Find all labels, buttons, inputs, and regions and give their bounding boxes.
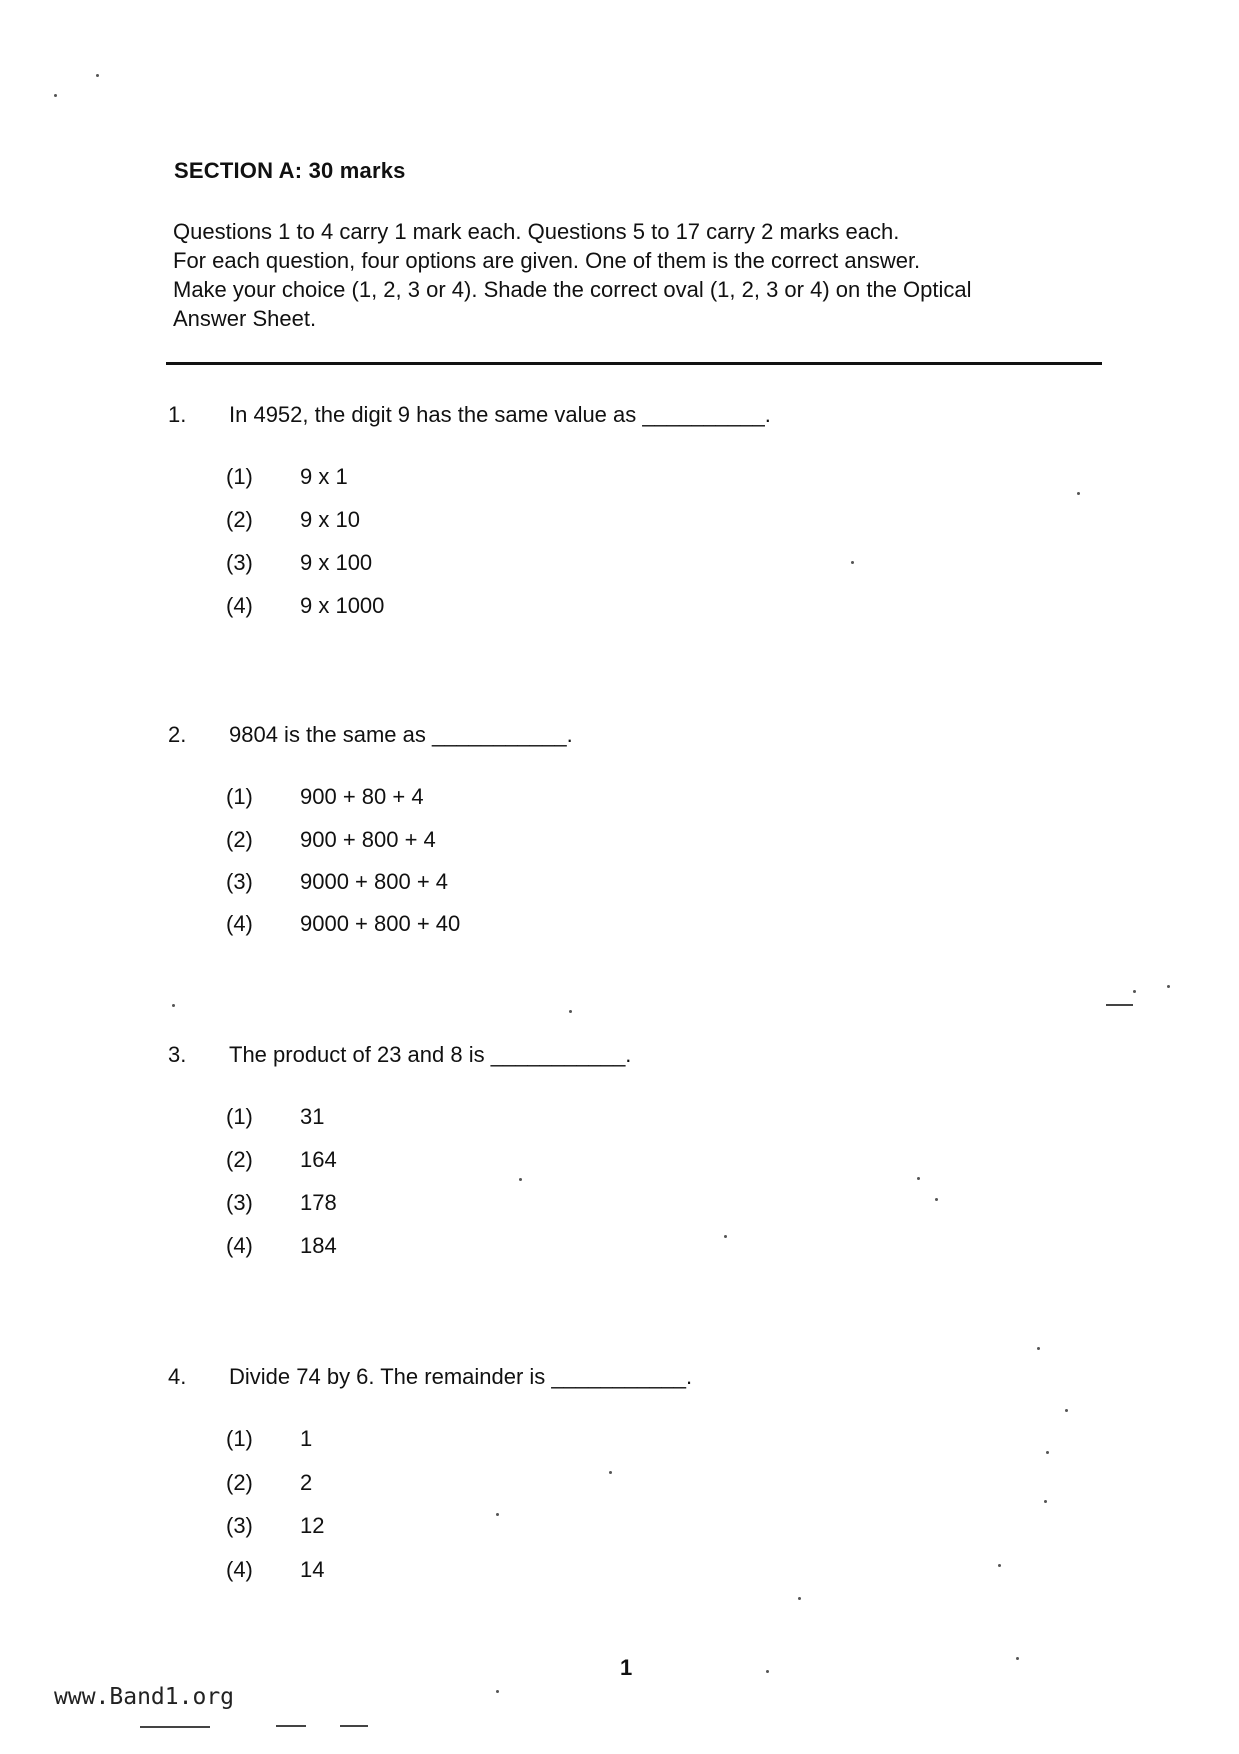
option-value: 9 x 100: [300, 550, 373, 575]
option-value: 178: [300, 1190, 337, 1215]
scan-speck: [172, 1004, 175, 1007]
option-value: 2: [300, 1470, 313, 1495]
option-label: (1): [226, 1104, 253, 1129]
scan-speck: [1065, 1409, 1068, 1412]
scan-mark: [276, 1725, 306, 1727]
option-value: 9000 + 800 + 4: [300, 869, 449, 894]
scan-speck: [1016, 1657, 1019, 1660]
scan-speck: [1037, 1347, 1040, 1350]
footer-url: www.Band1.org: [54, 1684, 235, 1710]
option-label: (4): [226, 1557, 253, 1582]
option-label: (3): [226, 1190, 253, 1215]
option-label: (1): [226, 464, 253, 489]
scan-mark: [340, 1725, 368, 1727]
scan-speck: [998, 1564, 1001, 1567]
scan-speck: [1133, 990, 1136, 993]
scan-speck: [54, 94, 57, 97]
scan-speck: [519, 1178, 522, 1181]
option-label: (2): [226, 507, 253, 532]
scan-speck: [1077, 492, 1080, 495]
section-title: SECTION A: 30 marks: [174, 158, 406, 183]
scan-speck: [1044, 1500, 1047, 1503]
question-text: 9804 is the same as ___________.: [229, 722, 573, 747]
question-text: Divide 74 by 6. The remainder is ___________.: [229, 1364, 693, 1389]
scan-speck: [569, 1010, 572, 1013]
option-value: 31: [300, 1104, 325, 1129]
option-value: 164: [300, 1147, 337, 1172]
option-label: (1): [226, 1426, 253, 1451]
question-number: 1.: [168, 402, 187, 427]
scan-mark: [1106, 1004, 1133, 1006]
scan-speck: [1046, 1451, 1049, 1454]
scan-speck: [917, 1177, 920, 1180]
question-text: The product of 23 and 8 is ___________.: [229, 1042, 632, 1067]
option-value: 14: [300, 1557, 325, 1582]
question-number: 3.: [168, 1042, 187, 1067]
scan-speck: [724, 1235, 727, 1238]
instruction-line: Answer Sheet.: [173, 306, 317, 331]
scan-mark: [140, 1726, 210, 1728]
option-value: 1: [300, 1426, 313, 1451]
page-number: 1: [620, 1655, 633, 1680]
option-value: 9 x 10: [300, 507, 360, 532]
question-text: In 4952, the digit 9 has the same value as __________.: [229, 402, 771, 427]
scan-speck: [496, 1513, 499, 1516]
option-label: (2): [226, 1147, 253, 1172]
instruction-line: Make your choice (1, 2, 3 or 4). Shade the correct oval (1, 2, 3 or 4) on the Optical: [173, 277, 972, 302]
option-label: (2): [226, 827, 253, 852]
instructions: [173, 217, 1093, 333]
option-label: (2): [226, 1470, 253, 1495]
scan-speck: [766, 1670, 769, 1673]
instruction-line: For each question, four options are given. One of them is the correct answer.: [173, 248, 921, 273]
option-value: 9 x 1: [300, 464, 348, 489]
scan-speck: [609, 1471, 612, 1474]
option-value: 184: [300, 1233, 337, 1258]
option-label: (4): [226, 593, 253, 618]
option-label: (1): [226, 784, 253, 809]
option-value: 9000 + 800 + 40: [300, 911, 461, 936]
scan-speck: [851, 561, 854, 564]
scan-speck: [1167, 985, 1170, 988]
scan-speck: [96, 74, 99, 77]
option-label: (4): [226, 1233, 253, 1258]
section-divider: [166, 362, 1102, 365]
option-value: 900 + 800 + 4: [300, 827, 436, 852]
scan-speck: [798, 1597, 801, 1600]
scan-speck: [935, 1198, 938, 1201]
instruction-line: Questions 1 to 4 carry 1 mark each. Questions 5 to 17 carry 2 marks each.: [173, 219, 900, 244]
option-label: (3): [226, 869, 253, 894]
option-value: 9 x 1000: [300, 593, 385, 618]
option-value: 12: [300, 1513, 325, 1538]
question-number: 2.: [168, 722, 187, 747]
option-label: (3): [226, 1513, 253, 1538]
scan-speck: [496, 1690, 499, 1693]
option-value: 900 + 80 + 4: [300, 784, 424, 809]
question-number: 4.: [168, 1364, 187, 1389]
option-label: (4): [226, 911, 253, 936]
option-label: (3): [226, 550, 253, 575]
